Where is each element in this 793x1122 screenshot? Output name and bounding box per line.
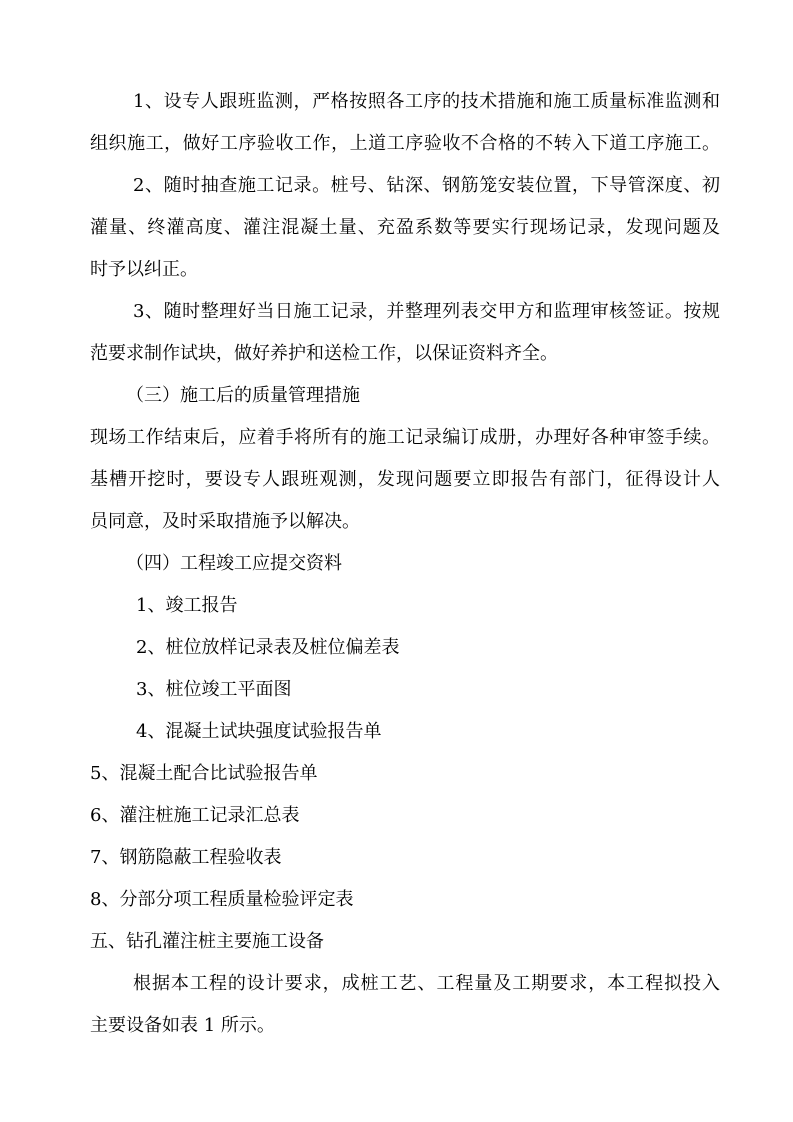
section-heading-post-construction: （三）施工后的质量管理措施: [126, 385, 360, 406]
list-item-4: 4、混凝土试块强度试验报告单: [136, 721, 382, 742]
section-heading-equipment: 五、钻孔灌注桩主要施工设备: [90, 931, 324, 952]
section-heading-completion-docs: （四）工程竣工应提交资料: [126, 553, 342, 574]
list-item-5: 5、混凝土配合比试验报告单: [90, 763, 318, 784]
paragraph-3-line-1: 3、随时整理好当日施工记录，并整理列表交甲方和监理审核签证。按规: [133, 301, 720, 322]
list-item-2: 2、桩位放样记录表及桩位偏差表: [136, 637, 400, 658]
paragraph-2-line-1: 2、随时抽查施工记录。桩号、钻深、钢筋笼安装位置，下导管深度、初: [133, 175, 720, 196]
paragraph-5-line-1: 根据本工程的设计要求，成桩工艺、工程量及工期要求，本工程拟投入: [133, 973, 720, 994]
paragraph-5-line-2: 主要设备如表 1 所示。: [90, 1015, 275, 1036]
paragraph-1-line-1: 1、设专人跟班监测，严格按照各工序的技术措施和施工质量标准监测和: [133, 91, 720, 112]
paragraph-4-line-2: 基槽开挖时，要设专人跟班观测，发现问题要立即报告有部门，征得设计人: [90, 469, 720, 490]
list-item-6: 6、灌注桩施工记录汇总表: [90, 805, 300, 826]
paragraph-2-line-3: 时予以纠正。: [90, 259, 198, 280]
paragraph-2-line-2: 灌量、终灌高度、灌注混凝土量、充盈系数等要实行现场记录，发现问题及: [90, 217, 720, 238]
list-item-7: 7、钢筋隐蔽工程验收表: [90, 847, 282, 868]
paragraph-4-line-3: 员同意，及时采取措施予以解决。: [90, 511, 360, 532]
list-item-8: 8、分部分项工程质量检验评定表: [90, 889, 354, 910]
paragraph-1-line-2: 组织施工，做好工序验收工作，上道工序验收不合格的不转入下道工序施工。: [90, 133, 720, 154]
list-item-1: 1、竣工报告: [136, 595, 238, 616]
paragraph-4-line-1: 现场工作结束后，应着手将所有的施工记录编订成册，办理好各种审签手续。: [90, 427, 720, 448]
paragraph-3-line-2: 范要求制作试块，做好养护和送检工作，以保证资料齐全。: [90, 343, 558, 364]
list-item-3: 3、桩位竣工平面图: [136, 679, 292, 700]
